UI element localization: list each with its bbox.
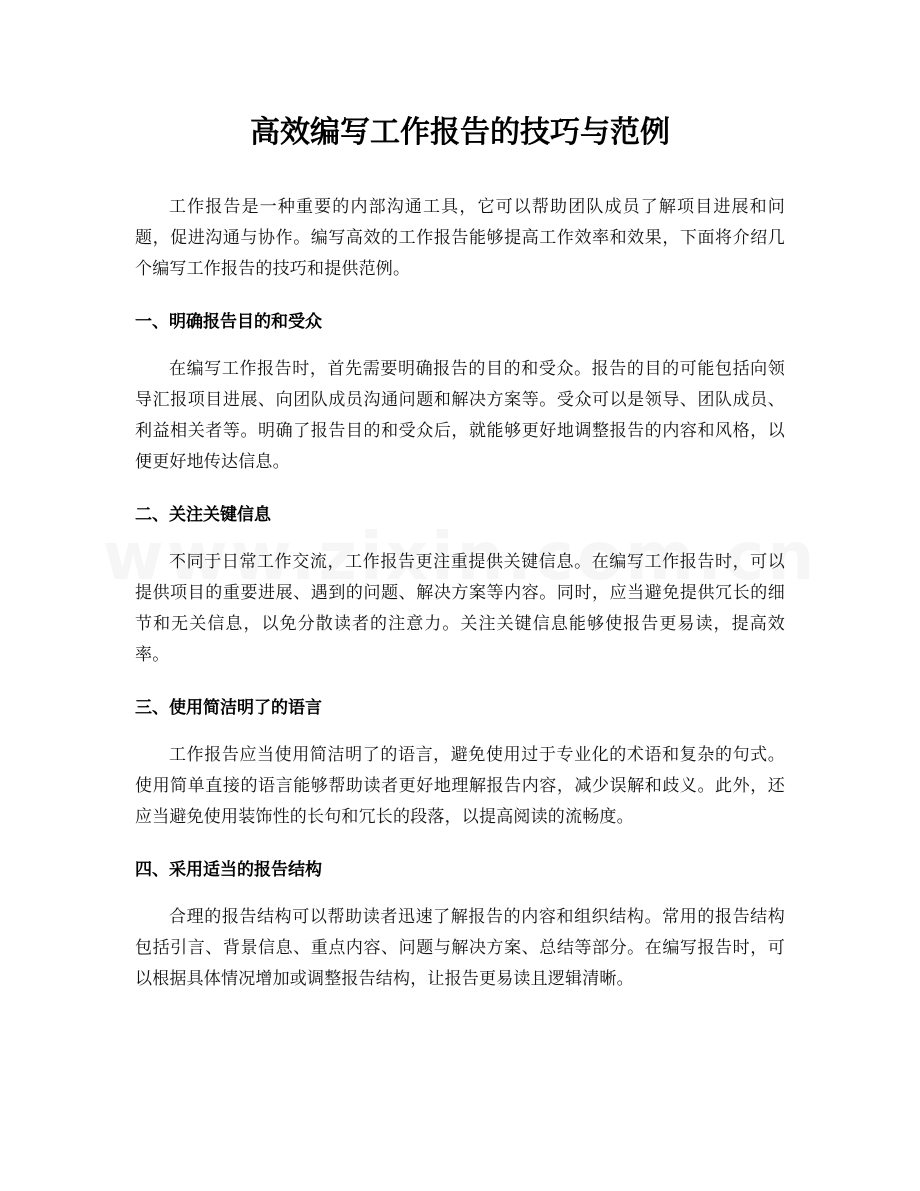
document-title: 高效编写工作报告的技巧与范例 xyxy=(250,115,670,150)
section-1-body: 在编写工作报告时，首先需要明确报告的目的和受众。报告的目的可能包括向领导汇报项目进展、向团队成员沟通问题和解决方案等。受众可以是领导、团队成员、利益相关者等。明确了报告目的和受众后，就能够更好地调整报告的内容和风格，以便更好地传达信息。 xyxy=(135,359,785,472)
section-1-heading: 一、明确报告目的和受众 xyxy=(135,312,322,332)
section-2-body: 不同于日常工作交流，工作报告更注重提供关键信息。在编写工作报告时，可以提供项目的重要进展、遇到的问题、解决方案等内容。同时，应当避免提供冗长的细节和无关信息，以免分散读者的注意力。关注关键信息能够使报告更易读，提高效率。 xyxy=(135,552,785,665)
section-3-body: 工作报告应当使用简洁明了的语言，避免使用过于专业化的术语和复杂的句式。使用简单直接的语言能够帮助读者更好地理解报告内容，减少误解和歧义。此外，还应当避免使用装饰性的长句和冗长的段落，以提高阅读的流畅度。 xyxy=(135,745,785,827)
section-3-heading: 三、使用简洁明了的语言 xyxy=(135,698,322,718)
section-2-heading: 二、关注关键信息 xyxy=(135,505,271,525)
section-4-body: 合理的报告结构可以帮助读者迅速了解报告的内容和组织结构。常用的报告结构包括引言、背景信息、重点内容、问题与解决方案、总结等部分。在编写报告时，可以根据具体情况增加或调整报告结构，让报告更易读且逻辑清晰。 xyxy=(135,907,785,989)
document-page xyxy=(135,108,785,995)
section-4-heading: 四、采用适当的报告结构 xyxy=(135,860,322,880)
intro-paragraph: 工作报告是一种重要的内部沟通工具，它可以帮助团队成员了解项目进展和问题，促进沟通与协作。编写高效的工作报告能够提高工作效率和效果，下面将介绍几个编写工作报告的技巧和提供范例。 xyxy=(135,197,785,279)
